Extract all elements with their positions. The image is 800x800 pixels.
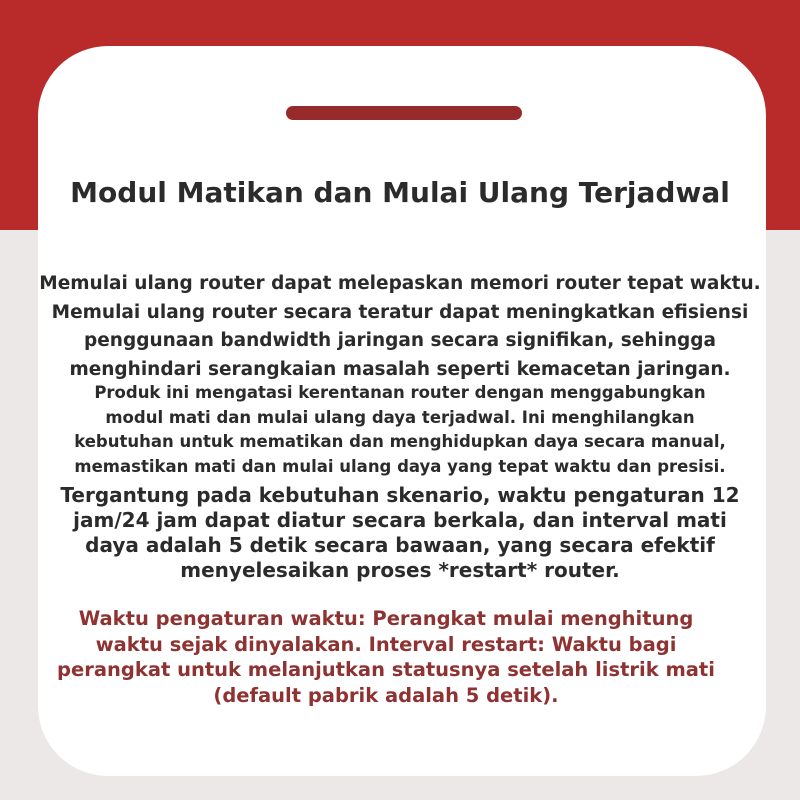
page-title: Modul Matikan dan Mulai Ulang Terjadwal — [70, 176, 730, 209]
product-paragraph: Produk ini mengatasi kerentanan router dengan menggabungkan modul mati dan mulai ulang daya terjadwal. Ini menghilangkan kebutuhan untuk mematikan dan menghidupkan daya secara manual, memastikan mati dan mulai ulang daya yang tepat waktu dan presisi. — [74, 383, 726, 476]
note-paragraph: Waktu pengaturan waktu: Perangkat mulai menghitung waktu sejak dinyalakan. Interval restart: Waktu bagi perangkat untuk melanjutkan statusnya setelah listrik mati (default pabrik adalah 5 detik). — [57, 607, 715, 707]
intro-paragraph: Memulai ulang router dapat melepaskan memori router tepat waktu. Memulai ulang router secara teratur dapat meningkatkan efisiensi penggunaan bandwidth jaringan secara signifikan, sehingga menghindari serangkaian masalah seperti kemacetan jaringan. — [39, 273, 761, 380]
card-handle-bar — [286, 106, 522, 120]
scenario-paragraph: Tergantung pada kebutuhan skenario, waktu pengaturan 12 jam/24 jam dapat diatur secara berkala, dan interval mati daya adalah 5 detik secara bawaan, yang secara efektif menyelesaikan proses *restart* router. — [60, 483, 740, 582]
